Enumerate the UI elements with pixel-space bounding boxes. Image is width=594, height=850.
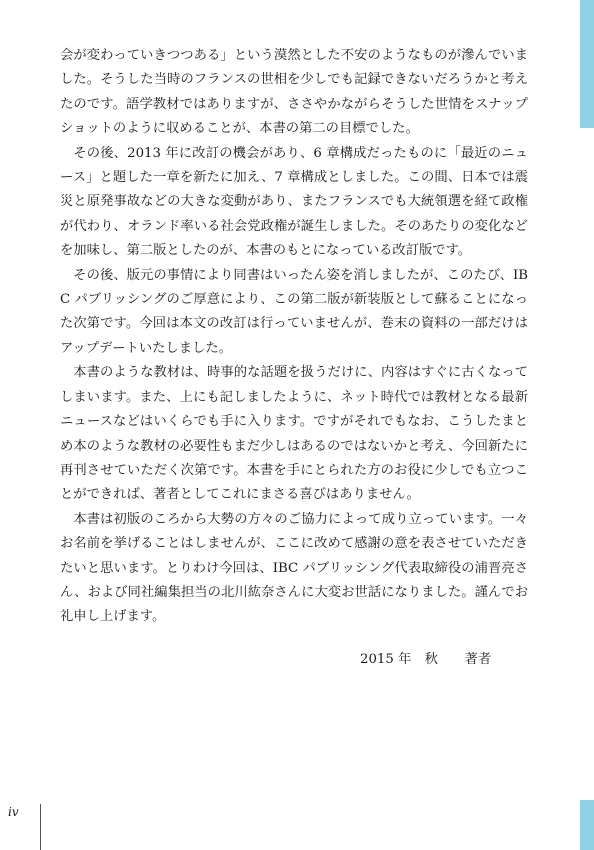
chapter-tab-bottom [580, 800, 594, 850]
paragraph: その後、版元の事情により同書はいったん姿を消しましたが、このたび、IBC パブリッシングのご厚意により、この第二版が新装版として蘇ることになった次第です。今回は本文の改訂は行っていませんが、巻末の資料の一部だけはアップデートいたしました。 [60, 267, 528, 356]
body-text [60, 44, 528, 630]
paragraph: 本書は初版のころから大勢の方々のご協力によって成り立っています。一々お名前を挙げることはしませんが、ここに改めて感謝の意を表させていただきたいと思います。とりわけ今回は、IBC パブリッシング代表取締役の浦晋亮さん、および同社編集担当の北川紘奈さんに大変お世話になりました。謹んでお礼申し上げます。 [60, 511, 528, 625]
page-number: iv [8, 805, 19, 819]
paragraph: その後、2013 年に改訂の機会があり、6 章構成だったものに「最近のニュース」と題した一章を新たに加え、7 章構成としました。この間、日本では震災と原発事故などの大きな変動があり、またフランスでも大統領選を経て政権が代わり、オランド率いる社会党政権が誕生しました。そのあたりの変化などを加味し、第二版としたのが、本書のもとになっている改訂版です。 [60, 145, 528, 259]
signature: 2015 年 秋 著者 [360, 652, 492, 667]
paragraph: 会が変わっていきつつある」という漠然とした不安のようなものが滲んでいました。そうした当時のフランスの世相を少しでも記録できないだろうかと考えたのです。語学教材ではありますが、ささやかながらそうした世情をスナップショットのように収めることが、本書の第二の目標でした。 [60, 48, 528, 137]
margin-rule [40, 804, 41, 850]
chapter-tab-top [580, 0, 594, 128]
paragraph: 本書のような教材は、時事的な話題を扱うだけに、内容はすぐに古くなってしまいます。また、上にも記しましたように、ネット時代では教材となる最新ニュースなどはいくらでも手に入ります。ですがそれでもなお、こうしたまとめ本のような教材の必要性もまだ少しはあるのではないかと考え、今回新たに再刊させていただく次第です。本書を手にとられた方のお役に少しでも立つことができれば、著者としてこれにまさる喜びはありません。 [60, 365, 528, 503]
